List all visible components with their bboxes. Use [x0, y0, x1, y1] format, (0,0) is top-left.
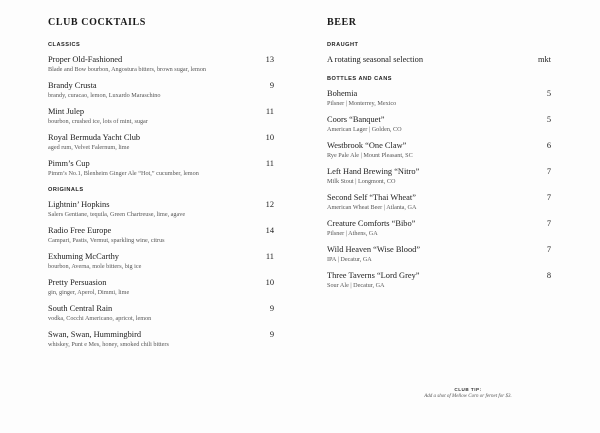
item-description: Pimm’s No.1, Blenheim Ginger Ale “Hot,” cucumber, lemon	[48, 170, 199, 177]
item-description: Campari, Pastis, Vermut, sparkling wine, citrus	[48, 237, 165, 244]
item-price: 8	[546, 271, 551, 280]
menu-item	[327, 193, 551, 211]
item-price: 14	[265, 226, 274, 235]
item-name: Coors “Banquet”	[327, 115, 385, 124]
menu-item	[327, 141, 551, 159]
cocktails-title: CLUB COCKTAILS	[48, 17, 146, 28]
item-name: Exhuming McCarthy	[48, 252, 119, 261]
item-description: American Lager | Golden, CO	[327, 126, 402, 133]
item-price: 9	[269, 81, 274, 90]
item-description: Pilsner | Athens, GA	[327, 230, 378, 237]
item-price: 9	[269, 330, 274, 339]
menu-item	[48, 159, 274, 177]
club-tip-title: CLUB TIP:	[454, 387, 482, 392]
item-name: Proper Old-Fashioned	[48, 55, 123, 64]
item-description: Blade and Bow bourbon, Angostura bitters, brown sugar, lemon	[48, 66, 207, 73]
item-name: Second Self “Thai Wheat”	[327, 193, 416, 202]
item-price: 11	[265, 107, 274, 116]
menu-item	[48, 200, 274, 218]
item-description: Sour Ale | Decatur, GA	[327, 282, 385, 289]
item-price: 7	[546, 167, 551, 176]
item-name: Royal Bermuda Yacht Club	[48, 133, 141, 142]
item-description: brandy, curacao, lemon, Luxardo Maraschino	[48, 92, 161, 99]
classics-label: CLASSICS	[48, 42, 81, 48]
item-description: vodka, Cocchi Americano, apricot, lemon	[48, 315, 152, 322]
item-description: gin, ginger, Aperol, Dimmi, lime	[48, 289, 130, 296]
item-name: Lightnin’ Hopkins	[48, 200, 110, 209]
menu-item	[48, 107, 274, 125]
item-name: Radio Free Europe	[48, 226, 112, 235]
item-price: 7	[546, 193, 551, 202]
menu-item	[327, 89, 551, 107]
item-name: Three Taverns “Lord Grey”	[327, 271, 420, 280]
item-price: 10	[265, 133, 274, 142]
item-name: Pimm’s Cup	[48, 159, 90, 168]
item-price: mkt	[537, 55, 551, 64]
originals-label: ORIGINALS	[48, 187, 84, 193]
item-description: Pilsner | Monterrey, Mexico	[327, 100, 397, 107]
menu-item	[48, 278, 274, 296]
bottles-label: BOTTLES AND CANS	[327, 76, 392, 82]
menu-item	[48, 252, 274, 270]
item-price: 13	[265, 55, 274, 64]
item-price: 12	[265, 200, 274, 209]
menu-item	[48, 55, 274, 73]
menu-item	[327, 271, 551, 289]
beer-title: BEER	[327, 17, 357, 28]
item-name: Creature Comforts “Bibo”	[327, 219, 416, 228]
menu-item	[327, 55, 551, 64]
club-tip	[388, 387, 548, 399]
item-price: 6	[546, 141, 551, 150]
item-name: Swan, Swan, Hummingbird	[48, 330, 142, 339]
menu-item	[48, 304, 274, 322]
item-price: 7	[546, 219, 551, 228]
item-name: Mint Julep	[48, 107, 85, 116]
item-name: South Central Rain	[48, 304, 113, 313]
item-price: 7	[546, 245, 551, 254]
menu-item	[48, 133, 274, 151]
item-description: aged rum, Velvet Falernum, lime	[48, 144, 130, 151]
item-price: 11	[265, 159, 274, 168]
cocktails-column	[48, 17, 274, 356]
item-name: A rotating seasonal selection	[327, 55, 424, 64]
draught-label: DRAUGHT	[327, 42, 359, 48]
menu-item	[48, 330, 274, 348]
item-description: whiskey, Punt e Mes, honey, smoked chili bitters	[48, 341, 169, 348]
item-name: Wild Heaven “Wise Blood”	[327, 245, 421, 254]
item-name: Brandy Crusta	[48, 81, 97, 90]
item-description: bourbon, crushed ice, lots of mint, sugar	[48, 118, 148, 125]
item-price: 10	[265, 278, 274, 287]
item-name: Pretty Persuasion	[48, 278, 107, 287]
item-description: Salers Gentiane, tequila, Green Chartreuse, lime, agave	[48, 211, 186, 218]
menu-item	[327, 245, 551, 263]
item-description: Rye Pale Ale | Mount Pleasant, SC	[327, 152, 413, 159]
item-description: IPA | Decatur, GA	[327, 256, 372, 263]
menu-item	[327, 115, 551, 133]
menu-item	[327, 167, 551, 185]
item-description: American Wheat Beer | Atlanta, GA	[327, 204, 417, 211]
menu-item	[48, 226, 274, 244]
item-name: Westbrook “One Claw”	[327, 141, 407, 150]
item-price: 11	[265, 252, 274, 261]
item-price: 5	[546, 89, 551, 98]
item-name: Left Hand Brewing “Nitro”	[327, 167, 420, 176]
beer-column	[327, 17, 551, 297]
club-tip-text: Add a shot of Mellow Corn or fernet for $3.	[424, 394, 512, 399]
menu-item	[48, 81, 274, 99]
item-description: bourbon, Averna, mole bitters, big ice	[48, 263, 142, 270]
item-price: 9	[269, 304, 274, 313]
menu-item	[327, 219, 551, 237]
item-description: Milk Stout | Longmont, CO	[327, 178, 396, 185]
item-name: Bohemia	[327, 89, 358, 98]
item-price: 5	[546, 115, 551, 124]
